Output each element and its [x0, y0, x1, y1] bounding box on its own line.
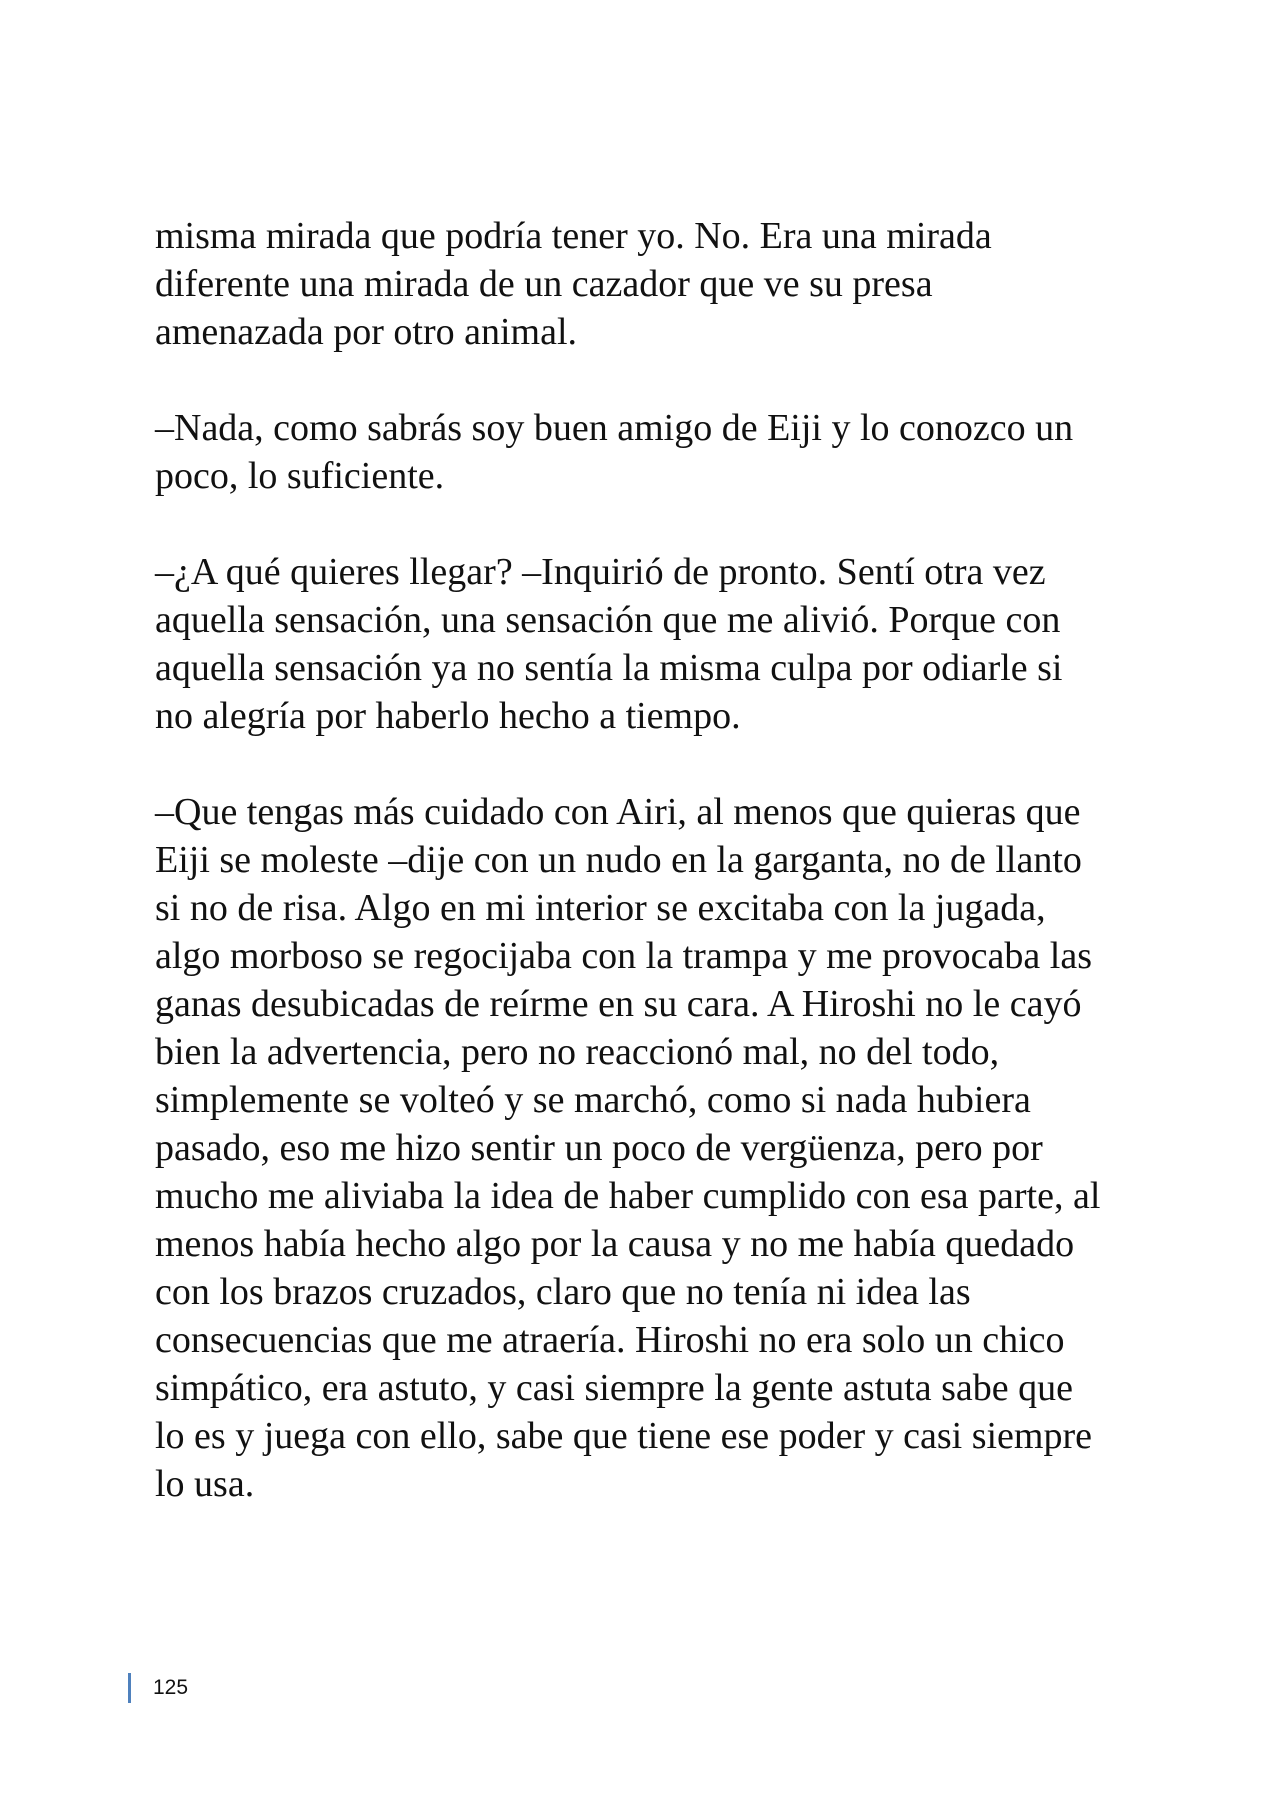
- page-number: 125: [153, 1676, 189, 1699]
- text-line: poco, lo suficiente.: [155, 455, 445, 497]
- text-line: –Nada, como sabrás soy buen amigo de Eiji y lo conozco un: [155, 407, 1074, 449]
- text-line: ganas desubicadas de reírme en su cara. A Hiroshi no le cayó: [155, 983, 1082, 1025]
- text-line: simpático, era astuto, y casi siempre la gente astuta sabe que: [155, 1367, 1074, 1409]
- text-line: menos había hecho algo por la causa y no me había quedado: [155, 1223, 1075, 1265]
- text-line: mucho me aliviaba la idea de haber cumplido con esa parte, al: [155, 1175, 1101, 1217]
- paragraph-spacer: [155, 356, 1145, 404]
- text-line: Eiji se moleste –dije con un nudo en la garganta, no de llanto: [155, 839, 1082, 881]
- text-line: –Que tengas más cuidado con Airi, al menos que quieras que: [155, 791, 1081, 833]
- text-line: con los brazos cruzados, claro que no tenía ni idea las: [155, 1271, 971, 1313]
- text-line: aquella sensación ya no sentía la misma culpa por odiarle si: [155, 647, 1063, 689]
- text-line: amenazada por otro animal.: [155, 311, 578, 353]
- text-line: diferente una mirada de un cazador que ve su presa: [155, 263, 933, 305]
- text-line: –¿A qué quieres llegar? –Inquirió de pronto. Sentí otra vez: [155, 551, 1046, 593]
- text-line: simplemente se volteó y se marchó, como si nada hubiera: [155, 1079, 1031, 1121]
- text-line: lo es y juega con ello, sabe que tiene ese poder y casi siempre: [155, 1415, 1092, 1457]
- paragraph-4: [155, 788, 1145, 1508]
- text-line: pasado, eso me hizo sentir un poco de vergüenza, pero por: [155, 1127, 1043, 1169]
- paragraph-spacer: [155, 740, 1145, 788]
- text-line: no alegría por haberlo hecho a tiempo.: [155, 695, 741, 737]
- text-line: misma mirada que podría tener yo. No. Era una mirada: [155, 215, 992, 257]
- text-line: si no de risa. Algo en mi interior se excitaba con la jugada,: [155, 887, 1046, 929]
- text-line: bien la advertencia, pero no reaccionó mal, no del todo,: [155, 1031, 1000, 1073]
- paragraph-2: [155, 404, 1145, 500]
- text-line: lo usa.: [155, 1463, 255, 1505]
- page-footer: [128, 1673, 188, 1703]
- paragraph-1: [155, 212, 1145, 356]
- body-text: [155, 212, 1145, 1508]
- footer-accent-bar: [128, 1673, 131, 1703]
- text-line: algo morboso se regocijaba con la trampa y me provocaba las: [155, 935, 1092, 977]
- text-line: consecuencias que me atraería. Hiroshi no era solo un chico: [155, 1319, 1065, 1361]
- paragraph-3: [155, 548, 1145, 740]
- text-line: aquella sensación, una sensación que me alivió. Porque con: [155, 599, 1061, 641]
- paragraph-spacer: [155, 500, 1145, 548]
